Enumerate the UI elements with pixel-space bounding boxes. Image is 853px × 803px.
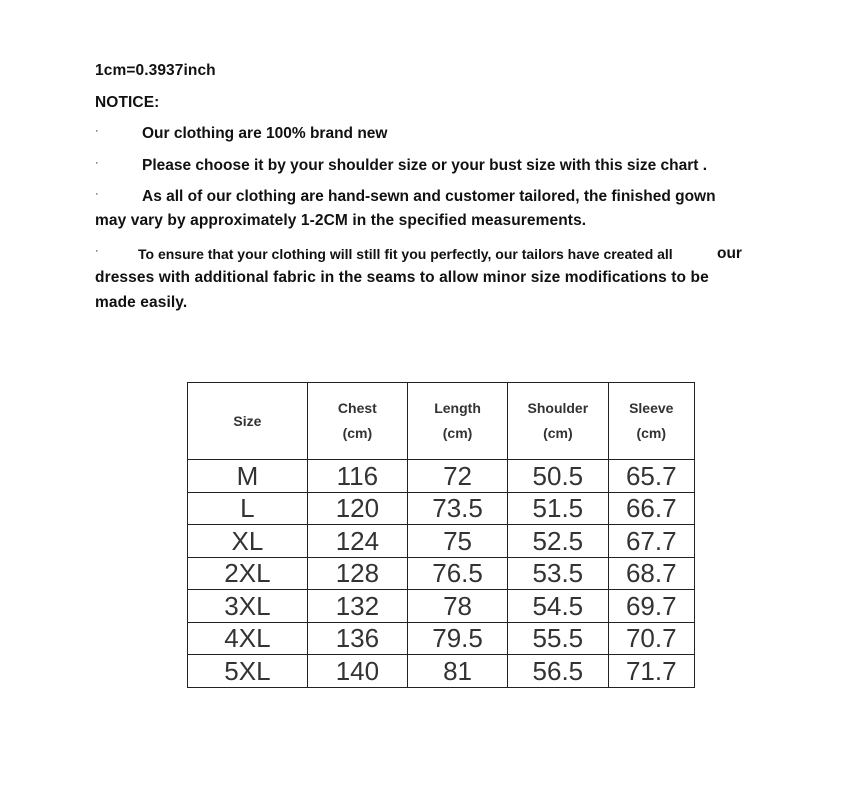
header-sleeve — [608, 383, 694, 460]
bullet: · — [95, 245, 99, 257]
table-row — [188, 590, 695, 623]
cell-size: 3XL — [188, 590, 308, 623]
notice-text: To ensure that your clothing will still fit you perfectly, our tailors have created all — [138, 246, 673, 262]
cell-sleeve: 65.7 — [608, 460, 694, 493]
table-row — [188, 655, 695, 688]
table-row — [188, 622, 695, 655]
cell-size: XL — [188, 525, 308, 558]
cell-sleeve: 70.7 — [608, 622, 694, 655]
cell-chest: 140 — [307, 655, 407, 688]
cell-length: 72 — [407, 460, 507, 493]
cell-sleeve: 67.7 — [608, 525, 694, 558]
bullet: · — [95, 157, 99, 169]
table-row — [188, 557, 695, 590]
table-row — [188, 492, 695, 525]
cell-size: 4XL — [188, 622, 308, 655]
cell-chest: 120 — [307, 492, 407, 525]
header-length — [407, 383, 507, 460]
header-unit: (cm) — [442, 425, 473, 441]
bullet: · — [95, 188, 99, 200]
notice-item-3-cont: may vary by approximately 1-2CM in the specified measurements. — [95, 212, 587, 229]
header-chest — [307, 383, 407, 460]
header-label: Chest — [337, 400, 377, 416]
cell-size: 5XL — [188, 655, 308, 688]
cell-length: 81 — [407, 655, 507, 688]
notice-heading: NOTICE: — [95, 94, 160, 111]
cell-length: 79.5 — [407, 622, 507, 655]
cell-shoulder: 54.5 — [508, 590, 608, 623]
notice-item-4-cont: dresses with additional fabric in the seams to allow minor size modifications to be — [95, 269, 709, 286]
cell-shoulder: 51.5 — [508, 492, 608, 525]
header-label: Shoulder — [527, 400, 589, 416]
notice-text-emph: our — [717, 245, 742, 262]
cell-shoulder: 53.5 — [508, 557, 608, 590]
conversion-note: 1cm=0.3937inch — [95, 62, 216, 79]
cell-chest: 128 — [307, 557, 407, 590]
header-label: Sleeve — [629, 400, 674, 416]
notice-item-4-cont2: made easily. — [95, 294, 188, 311]
header-size — [188, 383, 308, 460]
cell-chest: 136 — [307, 622, 407, 655]
size-chart-table — [187, 382, 695, 688]
cell-length: 75 — [407, 525, 507, 558]
cell-sleeve: 68.7 — [608, 557, 694, 590]
cell-sleeve: 69.7 — [608, 590, 694, 623]
cell-length: 73.5 — [407, 492, 507, 525]
cell-length: 78 — [407, 590, 507, 623]
cell-size: M — [188, 460, 308, 493]
cell-chest: 132 — [307, 590, 407, 623]
header-label: Length — [434, 400, 481, 416]
cell-length: 76.5 — [407, 557, 507, 590]
notice-text: Our clothing are 100% brand new — [142, 125, 388, 142]
cell-chest: 116 — [307, 460, 407, 493]
cell-shoulder: 52.5 — [508, 525, 608, 558]
notice-text: Please choose it by your shoulder size or your bust size with this size chart . — [142, 157, 708, 174]
cell-sleeve: 71.7 — [608, 655, 694, 688]
header-unit: (cm) — [342, 425, 373, 441]
cell-size: L — [188, 492, 308, 525]
header-label: Size — [233, 412, 262, 429]
cell-sleeve: 66.7 — [608, 492, 694, 525]
cell-chest: 124 — [307, 525, 407, 558]
table-header-row — [188, 383, 695, 460]
header-unit: (cm) — [636, 425, 667, 441]
header-unit: (cm) — [543, 425, 573, 441]
cell-shoulder: 56.5 — [508, 655, 608, 688]
cell-shoulder: 50.5 — [508, 460, 608, 493]
table-row — [188, 460, 695, 493]
table-row — [188, 525, 695, 558]
cell-size: 2XL — [188, 557, 308, 590]
header-shoulder — [508, 383, 608, 460]
bullet: · — [95, 125, 99, 137]
cell-shoulder: 55.5 — [508, 622, 608, 655]
notice-text: As all of our clothing are hand-sewn and customer tailored, the finished gown — [142, 188, 716, 205]
